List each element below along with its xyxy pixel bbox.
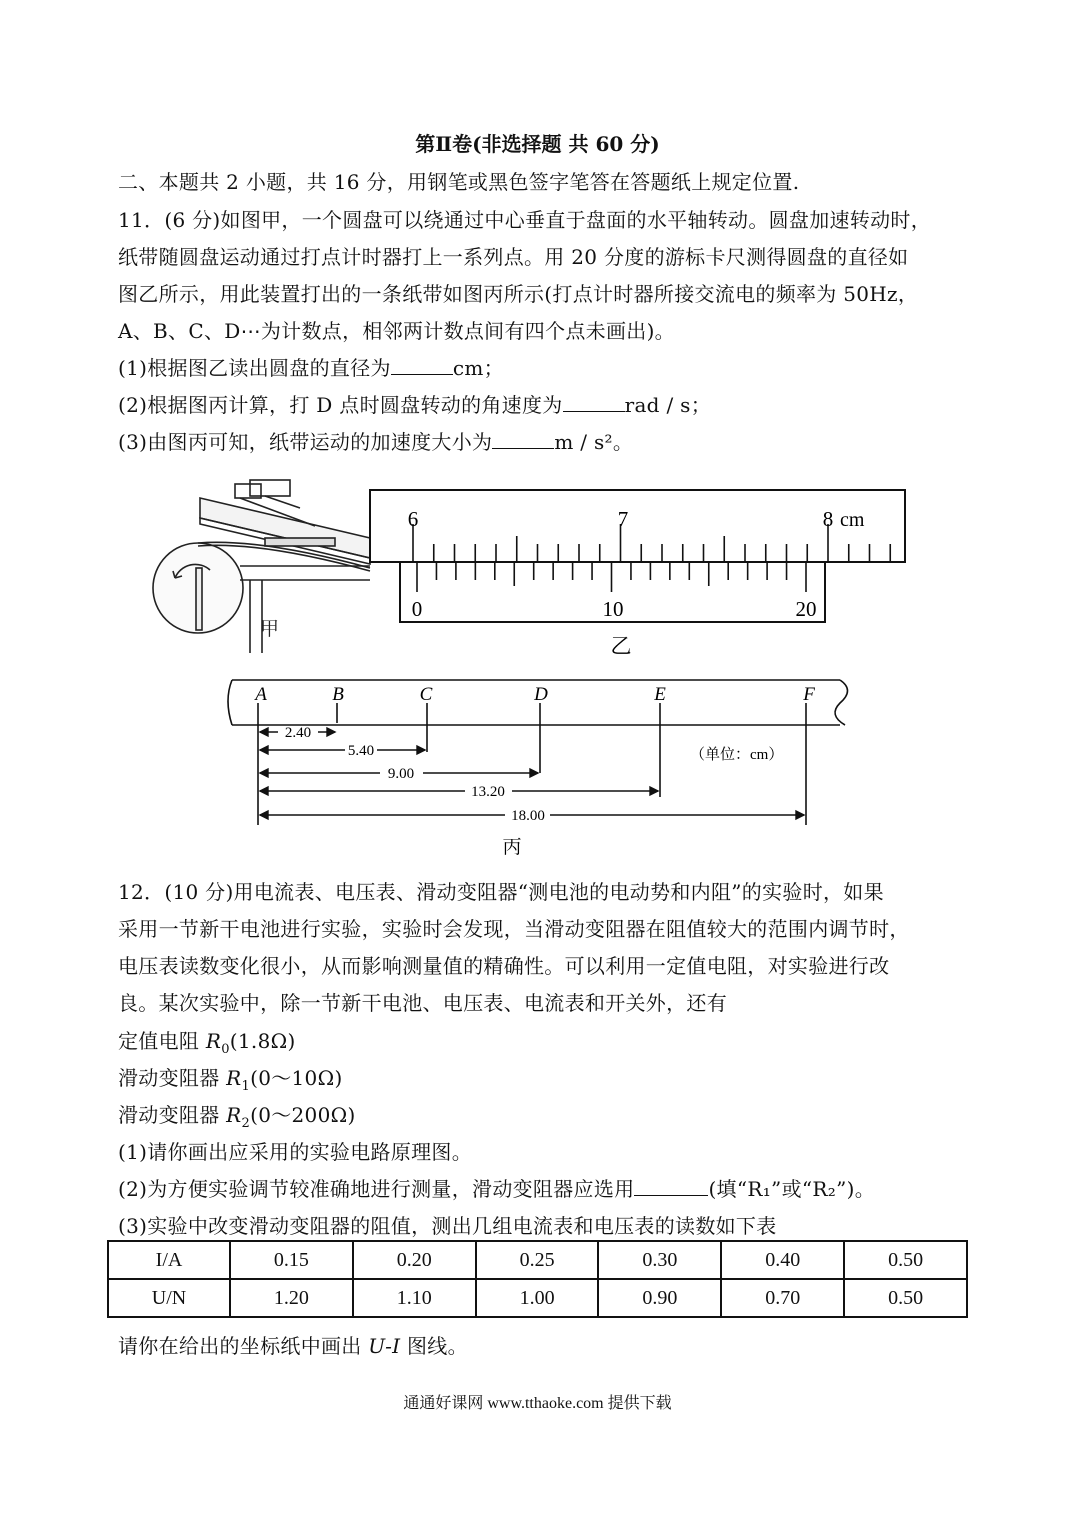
- main-scale-label-8: 8: [822, 507, 834, 531]
- tape-distance-ae: 13.20: [471, 784, 505, 800]
- vernier-label-10: 10: [602, 597, 624, 621]
- main-scale-label-6: 6: [407, 507, 419, 531]
- r0-symbol: R: [205, 1029, 222, 1053]
- section-instruction: 二、本题共 2 小题，共 16 分，用钢笔或黑色签字笔答在答题纸上规定位置.: [118, 170, 800, 194]
- figure-bing-label: 丙: [502, 837, 522, 858]
- figure-apparatus: [140, 478, 380, 653]
- r1-label: 滑动变阻器: [118, 1066, 227, 1090]
- table-cell: 0.25: [476, 1241, 599, 1279]
- r1-symbol: R: [226, 1066, 242, 1090]
- tape-unit-note: （单位：cm）: [690, 747, 784, 763]
- vernier-label-20: 20: [795, 597, 817, 621]
- q12-closing: [118, 1330, 468, 1359]
- tape-point-f: F: [803, 684, 815, 705]
- q11-sub-2-text: (2)根据图丙计算，打 D 点时圆盘转动的角速度为: [118, 393, 563, 417]
- q12-line-1: 12．(10 分)用电流表、电压表、滑动变阻器“测电池的电动势和内阻”的实验时，如果: [118, 880, 884, 904]
- main-scale-label-7: 7: [617, 507, 629, 531]
- q11-sub-2: [118, 389, 711, 418]
- table-cell: 1.00: [476, 1279, 599, 1317]
- r2-symbol: R: [226, 1103, 242, 1127]
- tape-point-b: B: [332, 684, 344, 705]
- table-cell: 0.40: [721, 1241, 844, 1279]
- q12-sub-2-text: (2)为方便实验调节较准确地进行测量，滑动变阻器应选用: [118, 1177, 635, 1201]
- tape-distance-ac: 5.40: [347, 743, 375, 759]
- r1-value: (0～10Ω): [250, 1066, 343, 1090]
- q12-sub-1: (1)请你画出应采用的实验电路原理图。: [118, 1140, 473, 1164]
- figure-jia-label: 甲: [260, 619, 280, 640]
- r0-subscript: 0: [221, 1042, 230, 1057]
- table-row: [108, 1241, 967, 1279]
- q11-line-1: 11．(6 分)如图甲，一个圆盘可以绕通过中心垂直于盘面的水平轴转动。圆盘加速转动时，: [118, 208, 932, 232]
- q12-sub-2: [118, 1173, 875, 1202]
- table-cell: 0.50: [844, 1279, 967, 1317]
- data-table: [107, 1240, 968, 1318]
- q12-line-3: 电压表读数变化很小，从而影响测量值的精确性。可以利用一定值电阻，对实验进行改: [118, 954, 890, 978]
- q12-sub-3: (3)实验中改变滑动变阻器的阻值，测出几组电流表和电压表的读数如下表: [118, 1214, 777, 1238]
- r0-label: 定值电阻: [118, 1029, 206, 1053]
- q11-sub-2-unit: rad / s；: [624, 393, 711, 417]
- q12-closing-text: 请你在给出的坐标纸中画出: [118, 1334, 369, 1358]
- q11-line-2: 纸带随圆盘运动通过打点计时器打上一系列点。用 20 分度的游标卡尺测得圆盘的直径如: [118, 245, 909, 269]
- tape-distance-ab: 2.40: [284, 725, 312, 741]
- figure-yi-label: 乙: [610, 634, 632, 658]
- q12-sub-2-hint: (填“R₁”或“R₂”)。: [708, 1177, 875, 1201]
- q12-r1: [118, 1062, 343, 1094]
- answer-blank[interactable]: [634, 1177, 708, 1196]
- table-cell: 0.50: [844, 1241, 967, 1279]
- answer-blank[interactable]: [391, 356, 453, 375]
- q11-line-4: A、B、C、D⋯为计数点，相邻两计数点间有四个点未画出)。: [118, 319, 675, 343]
- table-cell: 1.20: [230, 1279, 353, 1317]
- q12-closing-end: 图线。: [400, 1334, 468, 1358]
- r2-label: 滑动变阻器: [118, 1103, 227, 1127]
- table-cell: 0.70: [721, 1279, 844, 1317]
- r0-value: (1.8Ω): [229, 1029, 296, 1053]
- table-row-header: U/N: [108, 1279, 230, 1317]
- q11-sub-3: [118, 426, 633, 455]
- q11-line-3: 图乙所示，用此装置打出的一条纸带如图丙所示(打点计时器所接交流电的频率为 50Hz，: [118, 282, 919, 306]
- page-footer: 通通好课网 www.tthaoke.com 提供下载: [403, 1395, 672, 1412]
- tape-point-a: A: [255, 684, 267, 705]
- tape-point-e: E: [654, 684, 666, 705]
- table-row-header: I/A: [108, 1241, 230, 1279]
- tape-distance-af: 18.00: [511, 808, 545, 824]
- r2-subscript: 2: [241, 1116, 251, 1131]
- tape-distance-ad: 9.00: [387, 766, 415, 782]
- vernier-label-0: 0: [411, 597, 423, 621]
- table-cell: 0.30: [598, 1241, 721, 1279]
- tape-point-d: D: [534, 684, 548, 705]
- table-cell: 1.10: [353, 1279, 476, 1317]
- answer-blank[interactable]: [563, 393, 625, 412]
- table-row: [108, 1279, 967, 1317]
- q12-r0: [118, 1025, 296, 1057]
- figure-vernier-caliper: [360, 485, 920, 660]
- q12-line-4: 良。某次实验中，除一节新干电池、电压表、电流表和开关外，还有: [118, 991, 727, 1015]
- figure-paper-tape: [220, 675, 860, 865]
- q12-r2: [118, 1099, 356, 1131]
- tape-point-c: C: [419, 684, 433, 705]
- q11-sub-1-text: (1)根据图乙读出圆盘的直径为: [118, 356, 391, 380]
- q11-sub-3-text: (3)由图丙可知，纸带运动的加速度大小为: [118, 430, 493, 454]
- main-scale-unit: cm: [840, 509, 865, 531]
- q11-sub-1-unit: cm；: [452, 356, 504, 380]
- table-cell: 0.15: [230, 1241, 353, 1279]
- q11-sub-1: [118, 352, 504, 381]
- table-cell: 0.20: [353, 1241, 476, 1279]
- r2-value: (0～200Ω): [250, 1103, 356, 1127]
- table-cell: 0.90: [598, 1279, 721, 1317]
- q12-closing-symbol: U-I: [368, 1334, 401, 1358]
- answer-blank[interactable]: [492, 430, 554, 449]
- q11-sub-3-unit: m / s²。: [554, 430, 634, 454]
- q12-line-2: 采用一节新干电池进行实验，实验时会发现，当滑动变阻器在阻值较大的范围内调节时，: [118, 917, 910, 941]
- r1-subscript: 1: [241, 1079, 251, 1094]
- section-title: 第Ⅱ卷(非选择题 共 60 分): [415, 132, 660, 156]
